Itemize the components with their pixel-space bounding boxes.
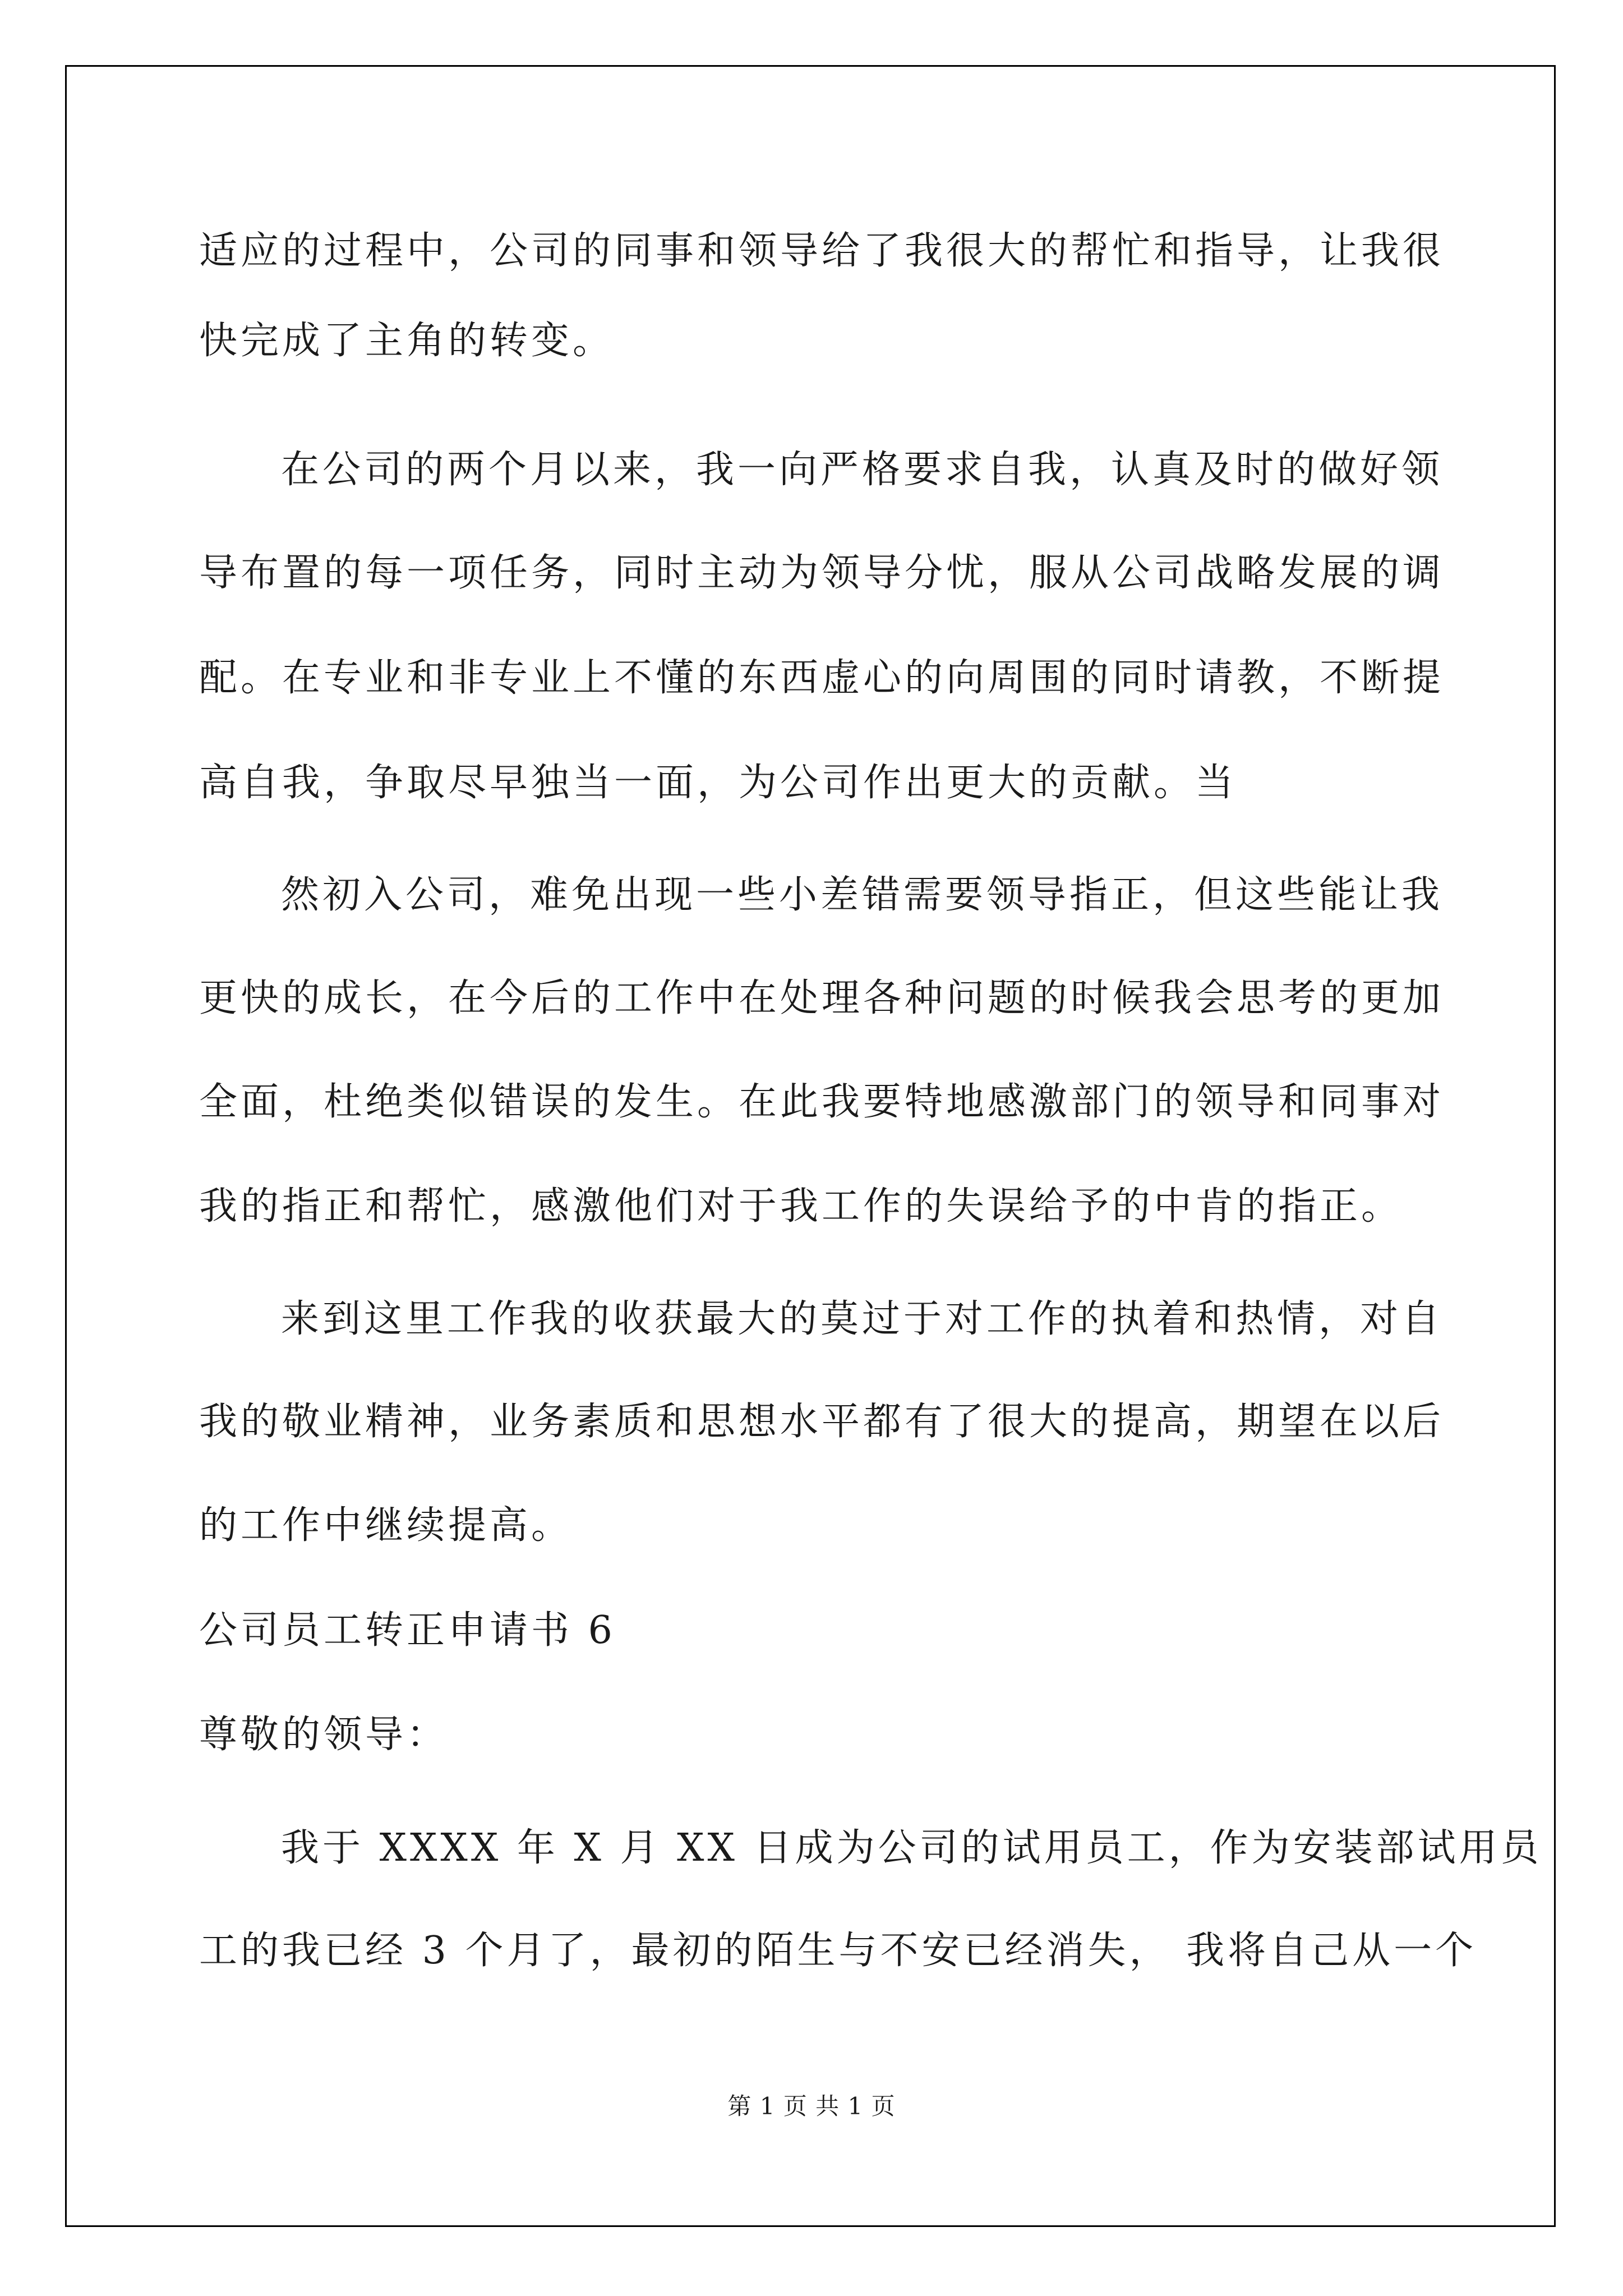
paragraph-line: 导布置的每一项任务，同时主动为领导分忧，服从公司战略发展的调 [199,551,1445,595]
paragraph-line: 我的指正和帮忙，感激他们对于我工作的失误给予的中肯的指正。 [199,1184,1403,1228]
paragraph-line: 快完成了主角的转变。 [199,319,615,363]
paragraph-line: 更快的成长，在今后的工作中在处理各种问题的时候我会思考的更加 [199,976,1445,1020]
paragraph-line: 我于 XXXX 年 X 月 XX 日成为公司的试用员工，作为安装部试用员 [281,1826,1542,1870]
paragraph-line: 我的敬业精神，业务素质和思想水平都有了很大的提高，期望在以后 [199,1400,1445,1444]
paragraph-line: 适应的过程中，公司的同事和领导给了我很大的帮忙和指导，让我很 [199,229,1445,273]
section-heading: 公司员工转正申请书 6 [199,1608,616,1653]
paragraph-line: 高自我，争取尽早独当一面，为公司作出更大的贡献。当 [199,761,1237,805]
page-number-footer: 第 1 页 共 1 页 [727,2092,896,2120]
paragraph-line: 工的我已经 3 个月了，最初的陌生与不安已经消失， 我将自己从一个 [199,1929,1477,1973]
paragraph-line: 的工作中继续提高。 [199,1503,573,1548]
paragraph-line: 全面，杜绝类似错误的发生。在此我要特地感激部门的领导和同事对 [199,1080,1445,1124]
paragraph-line: 在公司的两个月以来，我一向严格要求自我，认真及时的做好领 [281,448,1444,492]
paragraph-line: 配。在专业和非专业上不懂的东西虚心的向周围的同时请教，不断提 [199,656,1445,700]
paragraph-line: 然初入公司，难免出现一些小差错需要领导指正，但这些能让我 [281,873,1444,917]
paragraph-line: 来到这里工作我的收获最大的莫过于对工作的执着和热情，对自 [281,1297,1444,1341]
salutation: 尊敬的领导： [199,1713,449,1757]
page-border [65,65,1556,2227]
